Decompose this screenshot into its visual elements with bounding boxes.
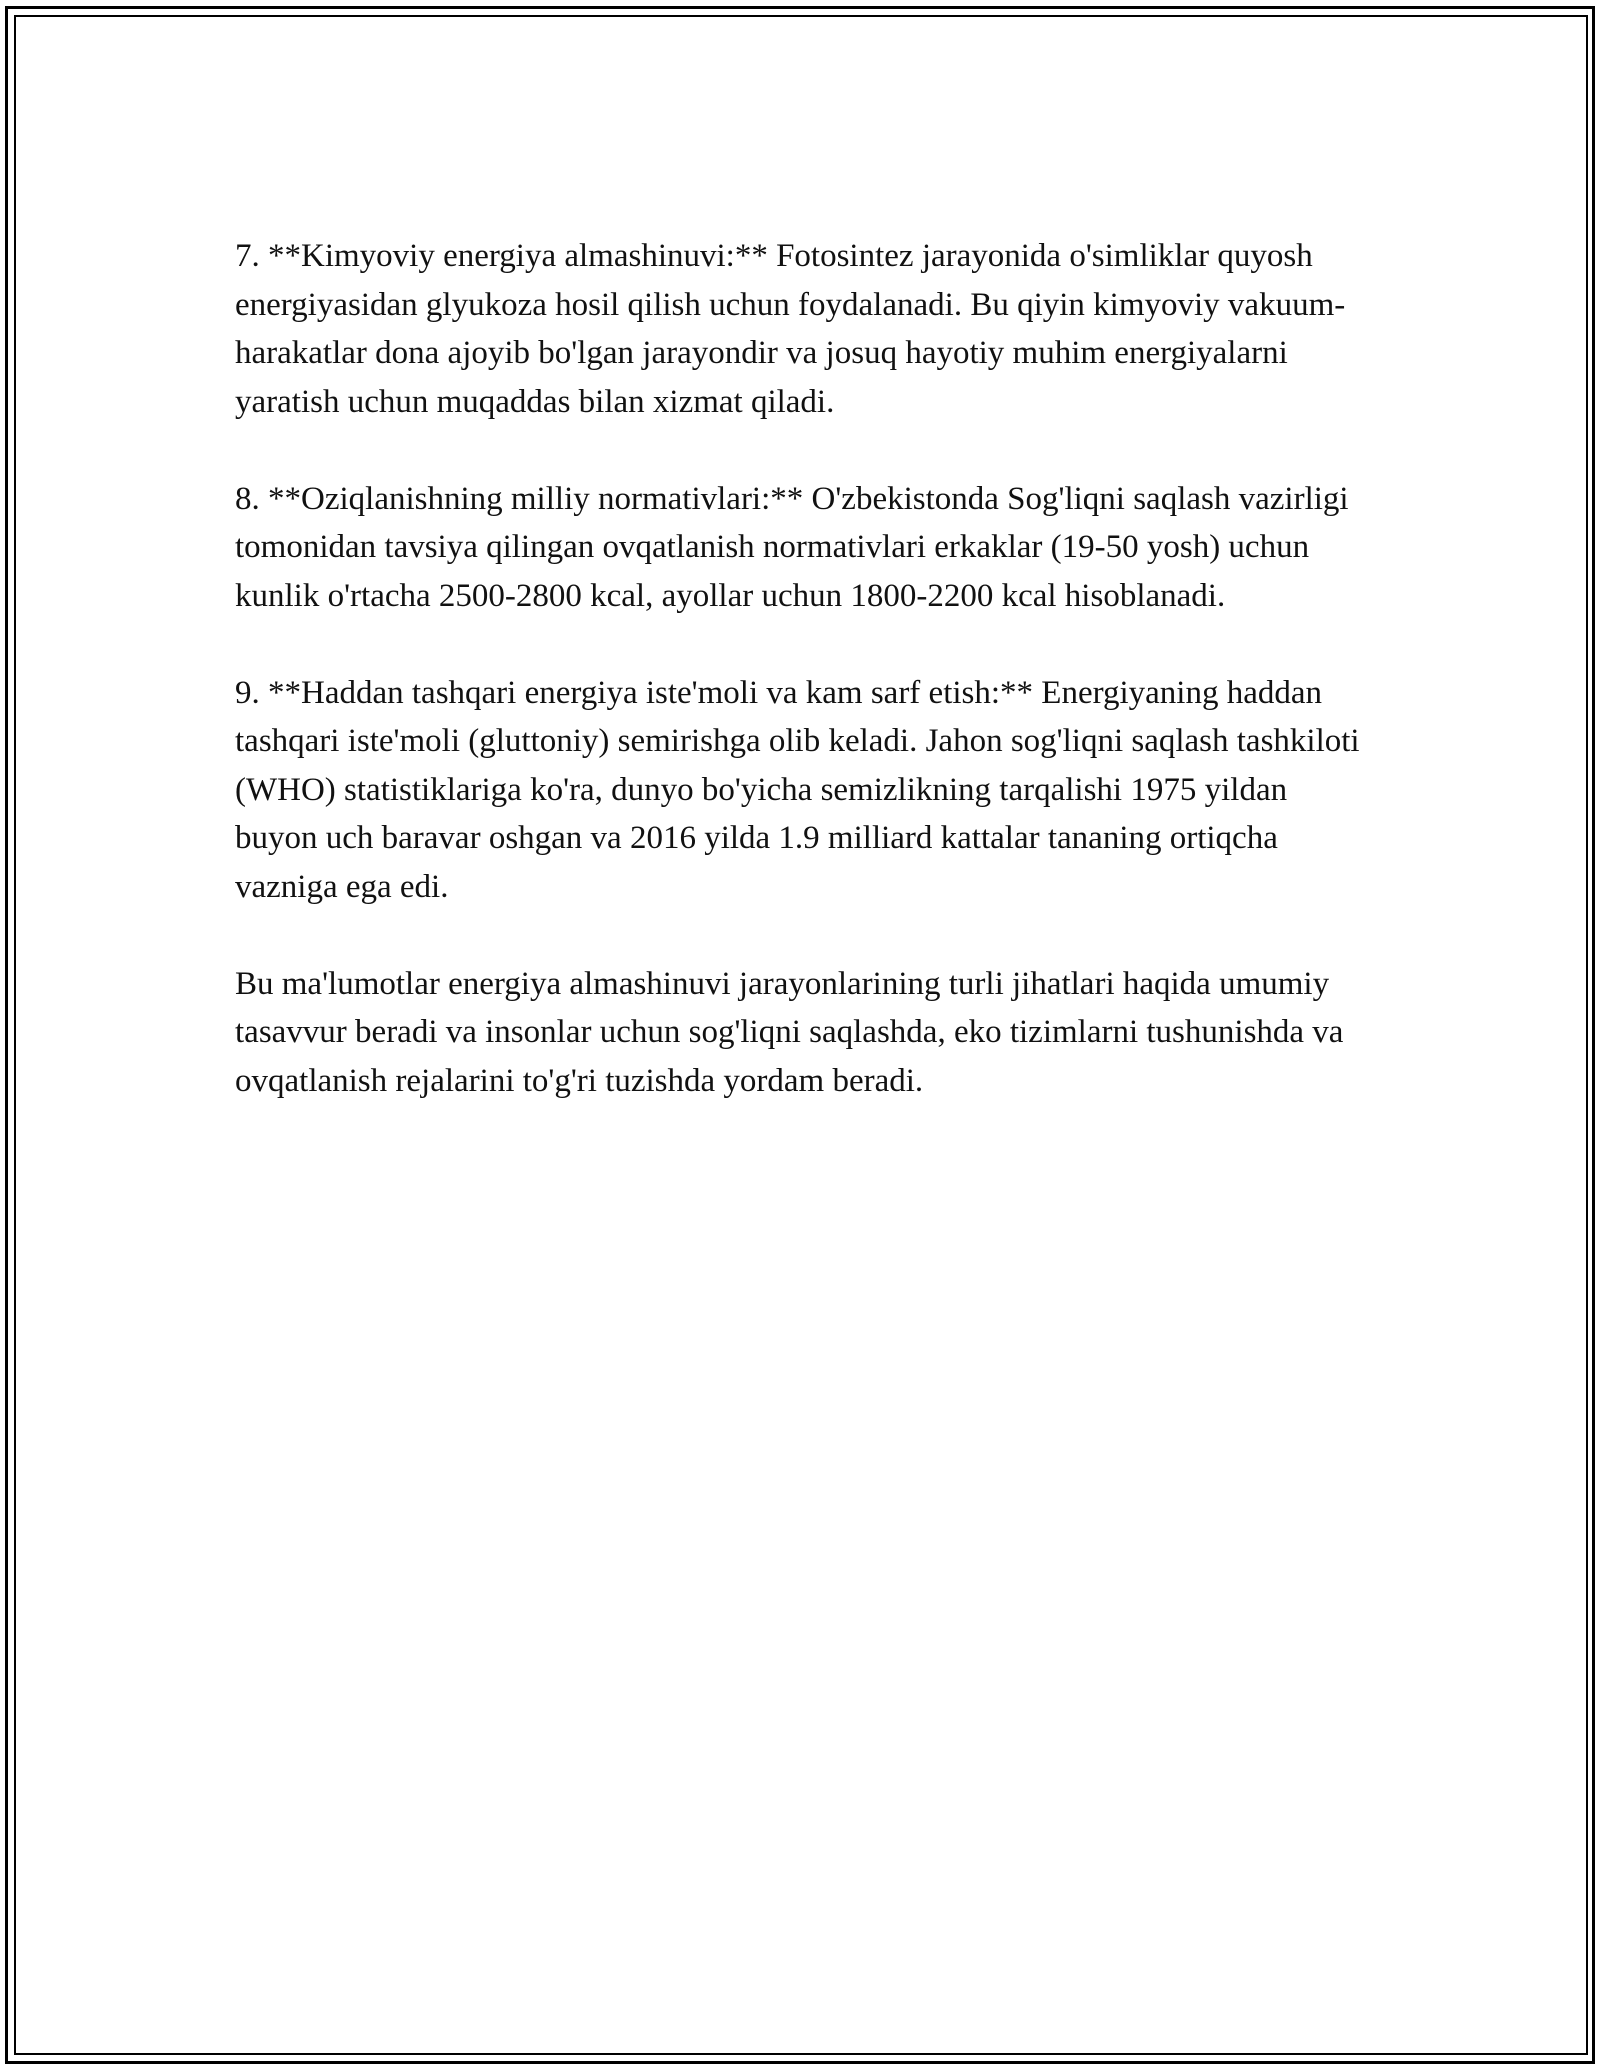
paragraph-conclusion: Bu ma'lumotlar energiya almashinuvi jarayonlarining turli jihatlari haqida umumiy tasavvur beradi va insonlar uchun sog'liqni saqlashda, eko tizimlarni tushunishda va ovqatlanish rejalarini to'g'ri tuzishda yordam beradi.	[235, 965, 1344, 1099]
paragraph-7-chemical-energy: 7. **Kimyoviy energiya almashinuvi:** Fotosintez jarayonida o'simliklar quyosh energiyasidan glyukoza hosil qilish uchun foydalanadi. Bu qiyin kimyoviy vakuum-harakatlar dona ajoyib bo'lgan jarayondir va josuq hayotiy muhim energiyalarni yaratish uchun muqaddas bilan xizmat qiladi.	[235, 238, 1346, 420]
paragraph-9-excess-energy: 9. **Haddan tashqari energiya iste'moli va kam sarf etish:** Energiyaning haddan tashqari iste'moli (gluttoniy) semirishga olib keladi. Jahon sog'liqni saqlash tashkiloti (WHO) statistiklariga ko'ra, dunyo bo'yicha semizlikning tarqalishi 1975 yildan buyon uch baravar oshgan va 2016 yilda 1.9 milliard kattalar tananing ortiqcha vazniga ega edi.	[235, 674, 1360, 905]
document-body	[235, 232, 1365, 1154]
paragraph-8-nutrition-norms: 8. **Oziqlanishning milliy normativlari:** O'zbekistonda Sog'liqni saqlash vazirligi tomonidan tavsiya qilingan ovqatlanish normativlari erkaklar (19-50 yosh) uchun kunlik o'rtacha 2500-2800 kcal, ayollar uchun 1800-2200 kcal hisoblanadi.	[235, 480, 1349, 614]
